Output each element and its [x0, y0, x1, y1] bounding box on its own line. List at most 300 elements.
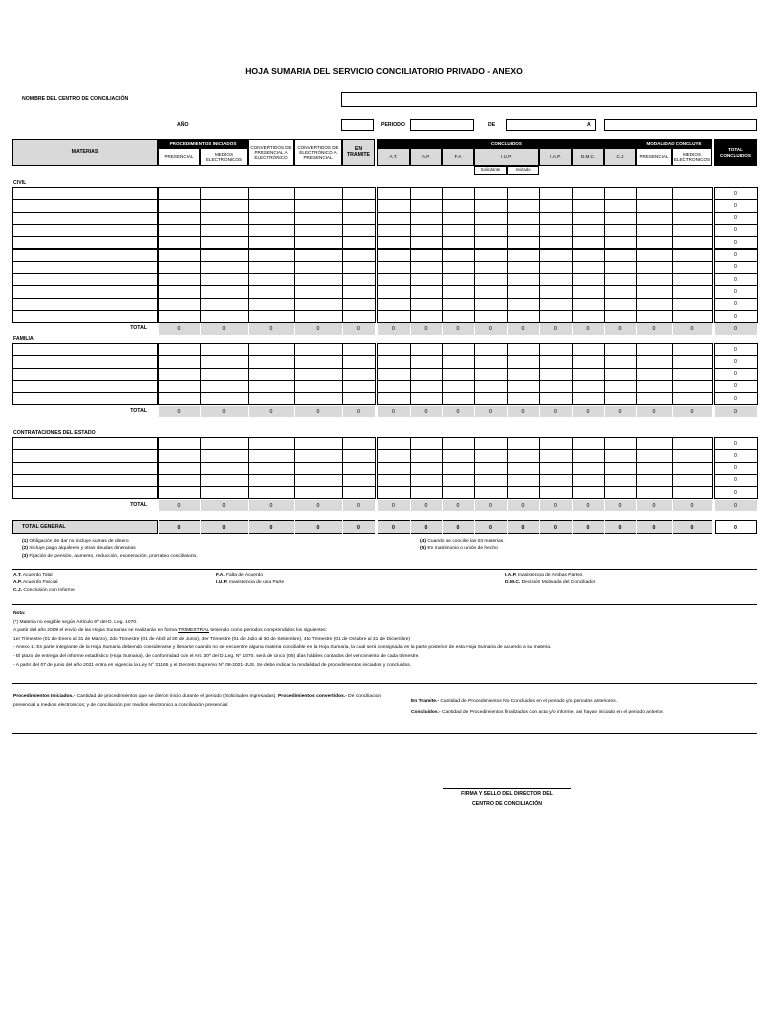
value-cell[interactable] [572, 199, 605, 212]
value-cell[interactable] [377, 199, 411, 212]
materia-cell[interactable] [12, 437, 158, 450]
value-cell[interactable] [442, 187, 475, 200]
value-cell[interactable] [200, 285, 249, 298]
materia-cell[interactable] [12, 355, 158, 368]
value-cell[interactable] [248, 310, 295, 323]
value-cell[interactable] [507, 273, 540, 286]
value-cell[interactable] [377, 486, 411, 499]
value-cell[interactable] [474, 380, 508, 393]
value-cell[interactable] [474, 285, 508, 298]
value-cell[interactable] [636, 474, 673, 487]
materia-cell[interactable] [12, 486, 158, 499]
value-cell[interactable] [474, 462, 508, 475]
value-cell[interactable] [342, 449, 376, 462]
value-cell[interactable] [442, 368, 475, 381]
value-cell[interactable] [294, 355, 343, 368]
value-cell[interactable] [442, 249, 475, 262]
value-cell[interactable] [410, 310, 443, 323]
value-cell[interactable] [377, 355, 411, 368]
value-cell[interactable] [507, 310, 540, 323]
value-cell[interactable] [410, 236, 443, 249]
value-cell[interactable] [342, 224, 376, 237]
value-cell[interactable] [572, 380, 605, 393]
value-cell[interactable] [672, 298, 713, 311]
value-cell[interactable] [636, 212, 673, 225]
value-cell[interactable] [410, 285, 443, 298]
value-cell[interactable] [442, 273, 475, 286]
value-cell[interactable] [474, 392, 508, 405]
value-cell[interactable] [200, 224, 249, 237]
value-cell[interactable] [572, 462, 605, 475]
value-cell[interactable] [474, 343, 508, 356]
value-cell[interactable] [539, 380, 573, 393]
value-cell[interactable] [507, 486, 540, 499]
materia-cell[interactable] [12, 310, 158, 323]
value-cell[interactable] [442, 355, 475, 368]
value-cell[interactable] [200, 368, 249, 381]
value-cell[interactable] [248, 212, 295, 225]
value-cell[interactable] [342, 343, 376, 356]
value-cell[interactable] [410, 199, 443, 212]
value-cell[interactable] [200, 298, 249, 311]
value-cell[interactable] [248, 236, 295, 249]
anio-input[interactable] [341, 119, 374, 131]
materia-cell[interactable] [12, 187, 158, 200]
value-cell[interactable] [474, 224, 508, 237]
value-cell[interactable] [377, 298, 411, 311]
value-cell[interactable] [158, 437, 201, 450]
value-cell[interactable] [342, 249, 376, 262]
value-cell[interactable] [539, 486, 573, 499]
materia-cell[interactable] [12, 249, 158, 262]
value-cell[interactable] [158, 249, 201, 262]
value-cell[interactable] [248, 486, 295, 499]
value-cell[interactable] [158, 285, 201, 298]
value-cell[interactable] [604, 355, 637, 368]
value-cell[interactable] [377, 368, 411, 381]
value-cell[interactable] [294, 343, 343, 356]
value-cell[interactable] [294, 261, 343, 274]
value-cell[interactable] [604, 212, 637, 225]
value-cell[interactable] [507, 224, 540, 237]
value-cell[interactable] [200, 449, 249, 462]
value-cell[interactable] [572, 486, 605, 499]
value-cell[interactable] [572, 273, 605, 286]
materia-cell[interactable] [12, 212, 158, 225]
value-cell[interactable] [636, 273, 673, 286]
value-cell[interactable] [442, 224, 475, 237]
value-cell[interactable] [442, 343, 475, 356]
value-cell[interactable] [294, 449, 343, 462]
value-cell[interactable] [474, 449, 508, 462]
value-cell[interactable] [294, 236, 343, 249]
value-cell[interactable] [342, 474, 376, 487]
value-cell[interactable] [672, 310, 713, 323]
value-cell[interactable] [604, 285, 637, 298]
value-cell[interactable] [507, 343, 540, 356]
value-cell[interactable] [410, 368, 443, 381]
value-cell[interactable] [200, 249, 249, 262]
materia-cell[interactable] [12, 224, 158, 237]
value-cell[interactable] [507, 298, 540, 311]
value-cell[interactable] [200, 355, 249, 368]
materia-cell[interactable] [12, 261, 158, 274]
value-cell[interactable] [539, 310, 573, 323]
value-cell[interactable] [294, 380, 343, 393]
value-cell[interactable] [507, 380, 540, 393]
value-cell[interactable] [507, 249, 540, 262]
value-cell[interactable] [572, 261, 605, 274]
value-cell[interactable] [672, 249, 713, 262]
value-cell[interactable] [200, 273, 249, 286]
value-cell[interactable] [507, 212, 540, 225]
value-cell[interactable] [474, 273, 508, 286]
value-cell[interactable] [158, 368, 201, 381]
value-cell[interactable] [636, 462, 673, 475]
value-cell[interactable] [636, 285, 673, 298]
value-cell[interactable] [294, 486, 343, 499]
value-cell[interactable] [200, 486, 249, 499]
value-cell[interactable] [474, 236, 508, 249]
value-cell[interactable] [604, 224, 637, 237]
value-cell[interactable] [672, 236, 713, 249]
value-cell[interactable] [158, 310, 201, 323]
value-cell[interactable] [474, 199, 508, 212]
value-cell[interactable] [539, 343, 573, 356]
value-cell[interactable] [294, 474, 343, 487]
value-cell[interactable] [636, 261, 673, 274]
value-cell[interactable] [200, 199, 249, 212]
value-cell[interactable] [474, 310, 508, 323]
value-cell[interactable] [342, 187, 376, 200]
value-cell[interactable] [572, 368, 605, 381]
value-cell[interactable] [604, 368, 637, 381]
value-cell[interactable] [474, 474, 508, 487]
value-cell[interactable] [572, 437, 605, 450]
value-cell[interactable] [672, 449, 713, 462]
value-cell[interactable] [672, 380, 713, 393]
value-cell[interactable] [377, 249, 411, 262]
value-cell[interactable] [604, 380, 637, 393]
value-cell[interactable] [539, 187, 573, 200]
value-cell[interactable] [539, 392, 573, 405]
value-cell[interactable] [507, 449, 540, 462]
value-cell[interactable] [604, 310, 637, 323]
value-cell[interactable] [507, 236, 540, 249]
value-cell[interactable] [410, 462, 443, 475]
value-cell[interactable] [636, 298, 673, 311]
value-cell[interactable] [377, 343, 411, 356]
value-cell[interactable] [377, 261, 411, 274]
value-cell[interactable] [410, 343, 443, 356]
value-cell[interactable] [294, 285, 343, 298]
value-cell[interactable] [604, 199, 637, 212]
value-cell[interactable] [248, 368, 295, 381]
value-cell[interactable] [474, 261, 508, 274]
value-cell[interactable] [158, 355, 201, 368]
value-cell[interactable] [474, 212, 508, 225]
value-cell[interactable] [672, 273, 713, 286]
value-cell[interactable] [572, 310, 605, 323]
value-cell[interactable] [636, 310, 673, 323]
value-cell[interactable] [539, 298, 573, 311]
value-cell[interactable] [342, 437, 376, 450]
value-cell[interactable] [474, 355, 508, 368]
value-cell[interactable] [672, 224, 713, 237]
value-cell[interactable] [442, 486, 475, 499]
value-cell[interactable] [442, 392, 475, 405]
value-cell[interactable] [672, 474, 713, 487]
value-cell[interactable] [342, 199, 376, 212]
value-cell[interactable] [507, 261, 540, 274]
value-cell[interactable] [342, 355, 376, 368]
value-cell[interactable] [377, 187, 411, 200]
value-cell[interactable] [507, 199, 540, 212]
value-cell[interactable] [342, 273, 376, 286]
value-cell[interactable] [539, 449, 573, 462]
value-cell[interactable] [410, 392, 443, 405]
value-cell[interactable] [294, 249, 343, 262]
value-cell[interactable] [410, 380, 443, 393]
value-cell[interactable] [604, 474, 637, 487]
value-cell[interactable] [158, 236, 201, 249]
value-cell[interactable] [604, 187, 637, 200]
value-cell[interactable] [377, 212, 411, 225]
value-cell[interactable] [442, 212, 475, 225]
value-cell[interactable] [248, 380, 295, 393]
value-cell[interactable] [442, 437, 475, 450]
value-cell[interactable] [294, 298, 343, 311]
value-cell[interactable] [158, 199, 201, 212]
value-cell[interactable] [474, 437, 508, 450]
value-cell[interactable] [294, 437, 343, 450]
value-cell[interactable] [539, 212, 573, 225]
value-cell[interactable] [636, 249, 673, 262]
value-cell[interactable] [636, 236, 673, 249]
value-cell[interactable] [507, 462, 540, 475]
materia-cell[interactable] [12, 273, 158, 286]
value-cell[interactable] [604, 449, 637, 462]
value-cell[interactable] [342, 380, 376, 393]
value-cell[interactable] [507, 392, 540, 405]
de-input[interactable] [506, 119, 596, 131]
value-cell[interactable] [507, 437, 540, 450]
value-cell[interactable] [442, 298, 475, 311]
value-cell[interactable] [294, 392, 343, 405]
value-cell[interactable] [672, 462, 713, 475]
value-cell[interactable] [200, 310, 249, 323]
value-cell[interactable] [410, 261, 443, 274]
value-cell[interactable] [200, 261, 249, 274]
value-cell[interactable] [377, 437, 411, 450]
value-cell[interactable] [604, 273, 637, 286]
value-cell[interactable] [294, 187, 343, 200]
value-cell[interactable] [248, 392, 295, 405]
value-cell[interactable] [200, 462, 249, 475]
value-cell[interactable] [442, 474, 475, 487]
value-cell[interactable] [410, 355, 443, 368]
value-cell[interactable] [672, 261, 713, 274]
value-cell[interactable] [672, 355, 713, 368]
materia-cell[interactable] [12, 199, 158, 212]
value-cell[interactable] [248, 355, 295, 368]
value-cell[interactable] [539, 368, 573, 381]
value-cell[interactable] [604, 343, 637, 356]
value-cell[interactable] [410, 474, 443, 487]
value-cell[interactable] [442, 261, 475, 274]
value-cell[interactable] [158, 343, 201, 356]
value-cell[interactable] [410, 437, 443, 450]
value-cell[interactable] [572, 224, 605, 237]
value-cell[interactable] [377, 380, 411, 393]
value-cell[interactable] [200, 380, 249, 393]
value-cell[interactable] [158, 380, 201, 393]
value-cell[interactable] [636, 380, 673, 393]
value-cell[interactable] [572, 355, 605, 368]
value-cell[interactable] [294, 273, 343, 286]
value-cell[interactable] [377, 273, 411, 286]
value-cell[interactable] [342, 486, 376, 499]
value-cell[interactable] [474, 249, 508, 262]
value-cell[interactable] [442, 449, 475, 462]
value-cell[interactable] [539, 249, 573, 262]
value-cell[interactable] [200, 392, 249, 405]
value-cell[interactable] [200, 474, 249, 487]
value-cell[interactable] [636, 368, 673, 381]
value-cell[interactable] [672, 212, 713, 225]
value-cell[interactable] [158, 392, 201, 405]
value-cell[interactable] [294, 199, 343, 212]
value-cell[interactable] [248, 273, 295, 286]
value-cell[interactable] [442, 310, 475, 323]
value-cell[interactable] [572, 298, 605, 311]
value-cell[interactable] [442, 236, 475, 249]
value-cell[interactable] [294, 310, 343, 323]
materia-cell[interactable] [12, 474, 158, 487]
value-cell[interactable] [410, 224, 443, 237]
value-cell[interactable] [507, 355, 540, 368]
value-cell[interactable] [294, 462, 343, 475]
materia-cell[interactable] [12, 368, 158, 381]
value-cell[interactable] [539, 474, 573, 487]
value-cell[interactable] [248, 187, 295, 200]
value-cell[interactable] [572, 236, 605, 249]
materia-cell[interactable] [12, 380, 158, 393]
value-cell[interactable] [572, 212, 605, 225]
materia-cell[interactable] [12, 462, 158, 475]
value-cell[interactable] [342, 298, 376, 311]
materia-cell[interactable] [12, 285, 158, 298]
value-cell[interactable] [200, 187, 249, 200]
value-cell[interactable] [539, 236, 573, 249]
periodo-input[interactable] [410, 119, 474, 131]
value-cell[interactable] [636, 486, 673, 499]
value-cell[interactable] [442, 380, 475, 393]
value-cell[interactable] [294, 212, 343, 225]
value-cell[interactable] [248, 261, 295, 274]
value-cell[interactable] [342, 212, 376, 225]
value-cell[interactable] [158, 187, 201, 200]
value-cell[interactable] [539, 437, 573, 450]
value-cell[interactable] [377, 392, 411, 405]
value-cell[interactable] [672, 368, 713, 381]
value-cell[interactable] [248, 343, 295, 356]
value-cell[interactable] [377, 449, 411, 462]
value-cell[interactable] [410, 187, 443, 200]
a-input[interactable] [604, 119, 757, 131]
value-cell[interactable] [604, 298, 637, 311]
value-cell[interactable] [604, 486, 637, 499]
materia-cell[interactable] [12, 392, 158, 405]
value-cell[interactable] [442, 462, 475, 475]
materia-cell[interactable] [12, 298, 158, 311]
value-cell[interactable] [672, 437, 713, 450]
value-cell[interactable] [248, 474, 295, 487]
value-cell[interactable] [410, 449, 443, 462]
value-cell[interactable] [158, 298, 201, 311]
value-cell[interactable] [474, 486, 508, 499]
value-cell[interactable] [507, 474, 540, 487]
value-cell[interactable] [507, 368, 540, 381]
value-cell[interactable] [410, 298, 443, 311]
value-cell[interactable] [410, 212, 443, 225]
value-cell[interactable] [672, 392, 713, 405]
value-cell[interactable] [572, 249, 605, 262]
value-cell[interactable] [636, 355, 673, 368]
value-cell[interactable] [248, 199, 295, 212]
value-cell[interactable] [442, 199, 475, 212]
value-cell[interactable] [342, 261, 376, 274]
value-cell[interactable] [200, 236, 249, 249]
value-cell[interactable] [672, 285, 713, 298]
value-cell[interactable] [572, 343, 605, 356]
value-cell[interactable] [539, 273, 573, 286]
value-cell[interactable] [636, 224, 673, 237]
value-cell[interactable] [200, 212, 249, 225]
value-cell[interactable] [539, 355, 573, 368]
value-cell[interactable] [377, 462, 411, 475]
value-cell[interactable] [539, 285, 573, 298]
value-cell[interactable] [377, 285, 411, 298]
value-cell[interactable] [672, 187, 713, 200]
value-cell[interactable] [158, 261, 201, 274]
value-cell[interactable] [474, 368, 508, 381]
value-cell[interactable] [342, 285, 376, 298]
value-cell[interactable] [672, 486, 713, 499]
value-cell[interactable] [604, 261, 637, 274]
value-cell[interactable] [539, 199, 573, 212]
value-cell[interactable] [636, 343, 673, 356]
value-cell[interactable] [410, 273, 443, 286]
value-cell[interactable] [572, 474, 605, 487]
value-cell[interactable] [636, 187, 673, 200]
value-cell[interactable] [442, 285, 475, 298]
value-cell[interactable] [377, 310, 411, 323]
value-cell[interactable] [342, 368, 376, 381]
value-cell[interactable] [636, 449, 673, 462]
value-cell[interactable] [572, 449, 605, 462]
materia-cell[interactable] [12, 236, 158, 249]
value-cell[interactable] [539, 261, 573, 274]
value-cell[interactable] [539, 462, 573, 475]
value-cell[interactable] [507, 187, 540, 200]
value-cell[interactable] [572, 285, 605, 298]
value-cell[interactable] [248, 224, 295, 237]
value-cell[interactable] [342, 310, 376, 323]
materia-cell[interactable] [12, 343, 158, 356]
value-cell[interactable] [604, 437, 637, 450]
centro-input[interactable] [341, 92, 757, 107]
